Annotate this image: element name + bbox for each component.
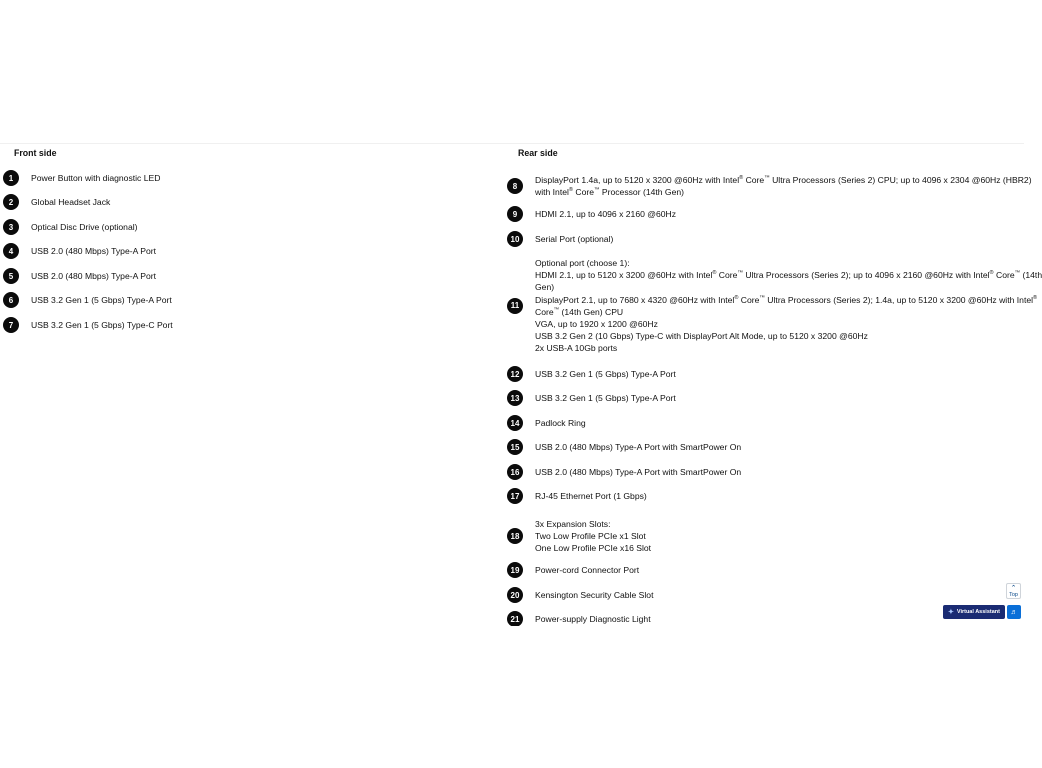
description-line: USB 3.2 Gen 2 (10 Gbps) Type-C with DisplayPort Alt Mode, up to 5120 x 3200 @60Hz bbox=[535, 331, 868, 342]
item-number-badge: 7 bbox=[3, 317, 19, 333]
item-description bbox=[535, 441, 741, 453]
back-to-top-label: Top bbox=[1009, 592, 1018, 598]
description-line: One Low Profile PCIe x16 Slot bbox=[535, 543, 652, 554]
description-line: HDMI 2.1, up to 4096 x 2160 @60Hz bbox=[535, 208, 677, 219]
description-line: 2x USB-A 10Gb ports bbox=[535, 343, 618, 354]
rear-port-item-11 bbox=[507, 257, 1042, 355]
rear-port-item-12 bbox=[507, 366, 676, 382]
description-line: USB 3.2 Gen 1 (5 Gbps) Type-A Port bbox=[535, 368, 676, 379]
front-port-item-3 bbox=[3, 219, 138, 235]
item-number-badge: 9 bbox=[507, 206, 523, 222]
description-line: Serial Port (optional) bbox=[535, 233, 614, 244]
description-line: Power-cord Connector Port bbox=[535, 564, 640, 575]
front-port-item-5 bbox=[3, 268, 156, 284]
item-number-badge: 11 bbox=[507, 298, 523, 314]
item-description bbox=[535, 368, 676, 380]
virtual-assistant-button[interactable] bbox=[943, 605, 1005, 619]
front-port-item-1 bbox=[3, 170, 160, 186]
item-number-badge: 21 bbox=[507, 611, 523, 627]
front-port-item-7 bbox=[3, 317, 173, 333]
item-description bbox=[31, 196, 110, 208]
bottom-blank-area bbox=[0, 626, 1024, 768]
item-description bbox=[535, 257, 1042, 355]
rear-side-title: Rear side bbox=[518, 148, 558, 158]
description-line: USB 2.0 (480 Mbps) Type-A Port bbox=[31, 245, 156, 256]
item-description bbox=[535, 518, 651, 555]
description-line: USB 3.2 Gen 1 (5 Gbps) Type-A Port bbox=[535, 392, 676, 403]
description-line: Kensington Security Cable Slot bbox=[535, 589, 654, 600]
rear-port-item-14 bbox=[507, 415, 586, 431]
description-line: Gen) bbox=[535, 282, 555, 293]
description-line: VGA, up to 1920 x 1200 @60Hz bbox=[535, 319, 658, 330]
front-port-item-4 bbox=[3, 243, 156, 259]
description-line: DisplayPort 2.1, up to 7680 x 4320 @60Hz with Intel® Core™ Ultra Processors (Series 2); 1.4a, up to 5120 x 3200 @60Hz with Intel® bbox=[535, 294, 1038, 305]
item-description bbox=[535, 392, 676, 404]
item-number-badge: 12 bbox=[507, 366, 523, 382]
item-number-badge: 5 bbox=[3, 268, 19, 284]
item-description bbox=[31, 294, 172, 306]
description-line: RJ-45 Ethernet Port (1 Gbps) bbox=[535, 490, 647, 501]
description-line: with Intel® Core™ Processor (14th Gen) bbox=[535, 187, 685, 198]
rear-port-item-16 bbox=[507, 464, 741, 480]
rear-port-item-8 bbox=[507, 174, 1032, 198]
item-number-badge: 8 bbox=[507, 178, 523, 194]
rear-port-item-9 bbox=[507, 206, 676, 222]
rear-port-item-20 bbox=[507, 587, 653, 603]
description-line: Power Button with diagnostic LED bbox=[31, 172, 161, 183]
front-side-title: Front side bbox=[14, 148, 57, 158]
rear-port-item-15 bbox=[507, 439, 741, 455]
item-number-badge: 15 bbox=[507, 439, 523, 455]
virtual-assistant-label: Virtual Assistant bbox=[956, 609, 1000, 615]
description-line: Power-supply Diagnostic Light bbox=[535, 613, 651, 624]
rear-port-item-19 bbox=[507, 562, 639, 578]
item-number-badge: 3 bbox=[3, 219, 19, 235]
rear-port-item-17 bbox=[507, 488, 647, 504]
description-line: USB 3.2 Gen 1 (5 Gbps) Type-A Port bbox=[31, 294, 172, 305]
item-description bbox=[535, 490, 647, 502]
item-description bbox=[535, 466, 741, 478]
description-line: HDMI 2.1, up to 5120 x 3200 @60Hz with Intel® Core™ Ultra Processors (Series 2); up to 4096 x 2160 @60Hz with Intel® Core™ (14th bbox=[535, 270, 1042, 281]
item-description bbox=[535, 589, 653, 601]
description-line: USB 3.2 Gen 1 (5 Gbps) Type-C Port bbox=[31, 319, 173, 330]
rear-port-item-21 bbox=[507, 611, 651, 627]
description-line: USB 2.0 (480 Mbps) Type-A Port with SmartPower On bbox=[535, 466, 742, 477]
item-description bbox=[31, 172, 160, 184]
item-number-badge: 10 bbox=[507, 231, 523, 247]
front-port-item-2 bbox=[3, 194, 110, 210]
description-line: Optional port (choose 1): bbox=[535, 258, 630, 268]
description-line: 3x Expansion Slots: bbox=[535, 519, 611, 529]
item-description bbox=[535, 613, 651, 625]
item-description bbox=[31, 221, 138, 233]
item-description bbox=[535, 208, 676, 220]
item-number-badge: 16 bbox=[507, 464, 523, 480]
item-number-badge: 19 bbox=[507, 562, 523, 578]
description-line: Optical Disc Drive (optional) bbox=[31, 221, 138, 232]
top-blank-area bbox=[0, 0, 1024, 143]
description-line: USB 2.0 (480 Mbps) Type-A Port with SmartPower On bbox=[535, 441, 742, 452]
item-number-badge: 6 bbox=[3, 292, 19, 308]
headset-icon: ♬ bbox=[1010, 608, 1018, 616]
chat-support-button[interactable] bbox=[1007, 605, 1021, 619]
description-line: DisplayPort 1.4a, up to 5120 x 3200 @60Hz with Intel® Core™ Ultra Processors (Series 2) CPU; up to 4096 x 2304 @60Hz (HBR2) bbox=[535, 175, 1032, 185]
item-number-badge: 20 bbox=[507, 587, 523, 603]
front-port-item-6 bbox=[3, 292, 172, 308]
description-line: Global Headset Jack bbox=[31, 196, 111, 207]
item-number-badge: 18 bbox=[507, 528, 523, 544]
rear-port-item-18 bbox=[507, 518, 651, 555]
item-number-badge: 17 bbox=[507, 488, 523, 504]
item-description bbox=[535, 174, 1032, 198]
chevron-up-icon: ⌃ bbox=[1010, 585, 1017, 592]
ports-section bbox=[0, 143, 1042, 627]
item-number-badge: 14 bbox=[507, 415, 523, 431]
rear-port-item-13 bbox=[507, 390, 676, 406]
item-description bbox=[31, 319, 173, 331]
sparkle-icon: ✦ bbox=[948, 609, 954, 616]
rear-port-item-10 bbox=[507, 231, 613, 247]
item-number-badge: 4 bbox=[3, 243, 19, 259]
item-description bbox=[535, 233, 613, 245]
description-line: Padlock Ring bbox=[535, 417, 586, 428]
description-line: Core™ (14th Gen) CPU bbox=[535, 306, 624, 317]
item-description bbox=[31, 245, 156, 257]
item-description bbox=[535, 417, 586, 429]
item-description bbox=[535, 564, 639, 576]
description-line: Two Low Profile PCIe x1 Slot bbox=[535, 531, 646, 542]
item-number-badge: 1 bbox=[3, 170, 19, 186]
item-number-badge: 13 bbox=[507, 390, 523, 406]
item-number-badge: 2 bbox=[3, 194, 19, 210]
description-line: USB 2.0 (480 Mbps) Type-A Port bbox=[31, 270, 156, 281]
item-description bbox=[31, 270, 156, 282]
back-to-top-button[interactable] bbox=[1006, 583, 1021, 599]
